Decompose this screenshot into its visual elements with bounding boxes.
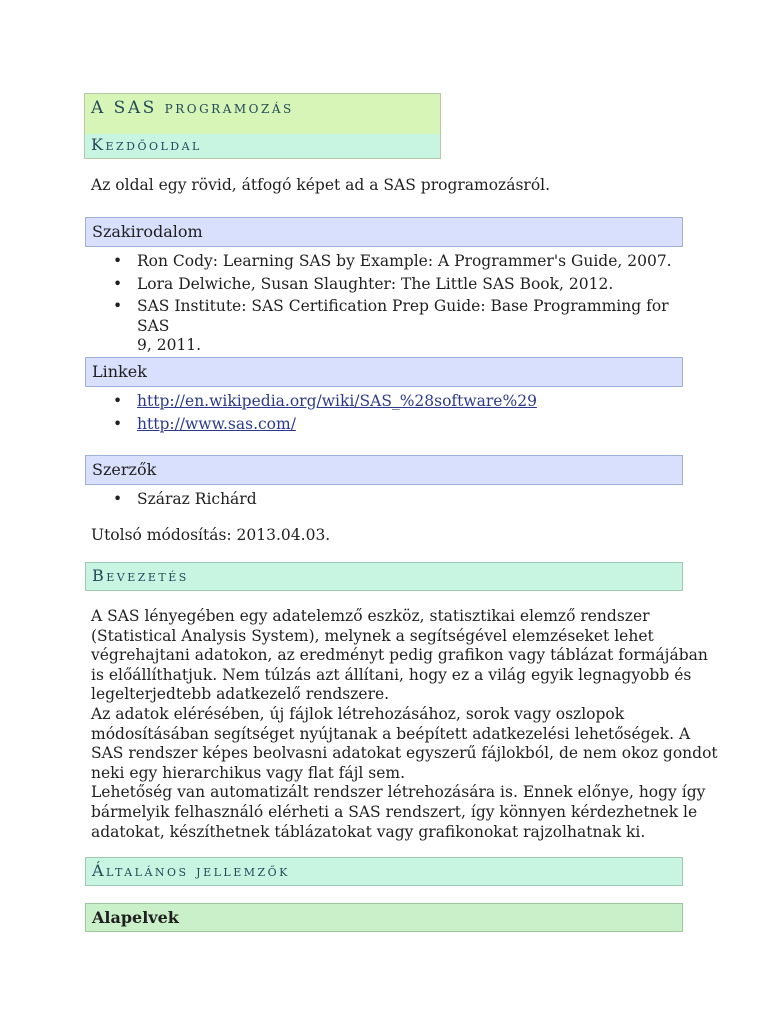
literature-item: • SAS Institute: SAS Certification Prep Guide: Base Programming for SAS 9, 2011.: [113, 297, 669, 355]
literature-item: • Ron Cody: Learning SAS by Example: A Programmer's Guide, 2007.: [113, 252, 672, 270]
links-heading: Linkek: [85, 357, 683, 387]
bullet: •: [113, 274, 123, 293]
body-line: Lehetőség van automatizált rendszer létrehozására is. Ennek előnye, hogy így: [91, 783, 706, 802]
bullet: •: [113, 392, 123, 410]
bullet: •: [113, 297, 123, 316]
intro-section-body: [91, 607, 718, 842]
general-section-title: Általános jellemzők: [92, 861, 290, 880]
body-line: A SAS lényegében egy adatelemző eszköz, statisztikai elemző rendszer: [91, 607, 650, 625]
general-section-heading: [85, 857, 683, 886]
title-box: [84, 93, 441, 159]
title-bottom-band: [85, 134, 440, 158]
link-item: [91, 415, 677, 435]
body-line: Az adatok elérésében, új fájlok létrehozásához, sorok vagy oszlopok: [91, 704, 625, 723]
links-list-wrap: [91, 392, 691, 437]
body-line: neki egy hierarchikus vagy flat fájl sem.: [91, 763, 406, 782]
page-subtitle: Kezdőoldal: [91, 135, 202, 154]
body-line: SAS rendszer képes beolvasni adatokat egyszerű fájlokból, de nem okoz gondot: [91, 744, 718, 763]
link-item: [91, 392, 677, 412]
literature-heading: Szakirodalom: [85, 217, 683, 247]
body-line: bármelyik felhasználó elérheti a SAS rendszert, így könnyen kérdezhetnek le: [91, 802, 698, 821]
last-modified: Utolsó módosítás: 2013.04.03.: [91, 526, 331, 544]
bullet: •: [113, 252, 123, 270]
bullet: •: [113, 490, 123, 508]
body-line: legelterjedtebb adatkezelő rendszere.: [91, 685, 390, 704]
sas-website-link[interactable]: http://www.sas.com/: [137, 414, 296, 433]
authors-list-wrap: [91, 490, 691, 513]
author-item: • Száraz Richárd: [113, 490, 257, 508]
authors-list: [91, 490, 691, 510]
literature-list-wrap: [91, 252, 691, 359]
authors-heading: Szerzők: [85, 455, 683, 485]
bullet: •: [113, 414, 123, 433]
intro-text: Az oldal egy rövid, átfogó képet ad a SAS programozásról.: [91, 176, 551, 194]
body-line: (Statistical Analysis System), melynek a segítségével elemzéseket lehet: [91, 626, 654, 645]
body-line: adatokat, készíthetnek táblázatokat vagy grafikonokat rajzolhatnak ki.: [91, 822, 646, 841]
body-line: is előállíthatjuk. Nem túlzás azt állítani, hogy ez a világ egyik legnagyobb és: [91, 665, 692, 684]
body-line: módosításában segítséget nyújtanak a beépített adatkezelési lehetőségek. A: [91, 724, 691, 743]
intro-section-heading: [85, 562, 683, 591]
principles-heading: Alapelvek: [85, 903, 683, 932]
intro-section-title: Bevezetés: [92, 566, 189, 585]
title-top-band: [85, 94, 440, 134]
page-title: A SAS programozás: [91, 98, 294, 118]
literature-item: • Lora Delwiche, Susan Slaughter: The Little SAS Book, 2012.: [113, 274, 614, 293]
body-line: végrehajtani adatokon, az eredményt pedig grafikon vagy táblázat formájában: [91, 646, 708, 665]
links-list: [91, 392, 691, 434]
literature-list: [91, 252, 691, 356]
wikipedia-link[interactable]: http://en.wikipedia.org/wiki/SAS_%28software%29: [137, 392, 537, 410]
